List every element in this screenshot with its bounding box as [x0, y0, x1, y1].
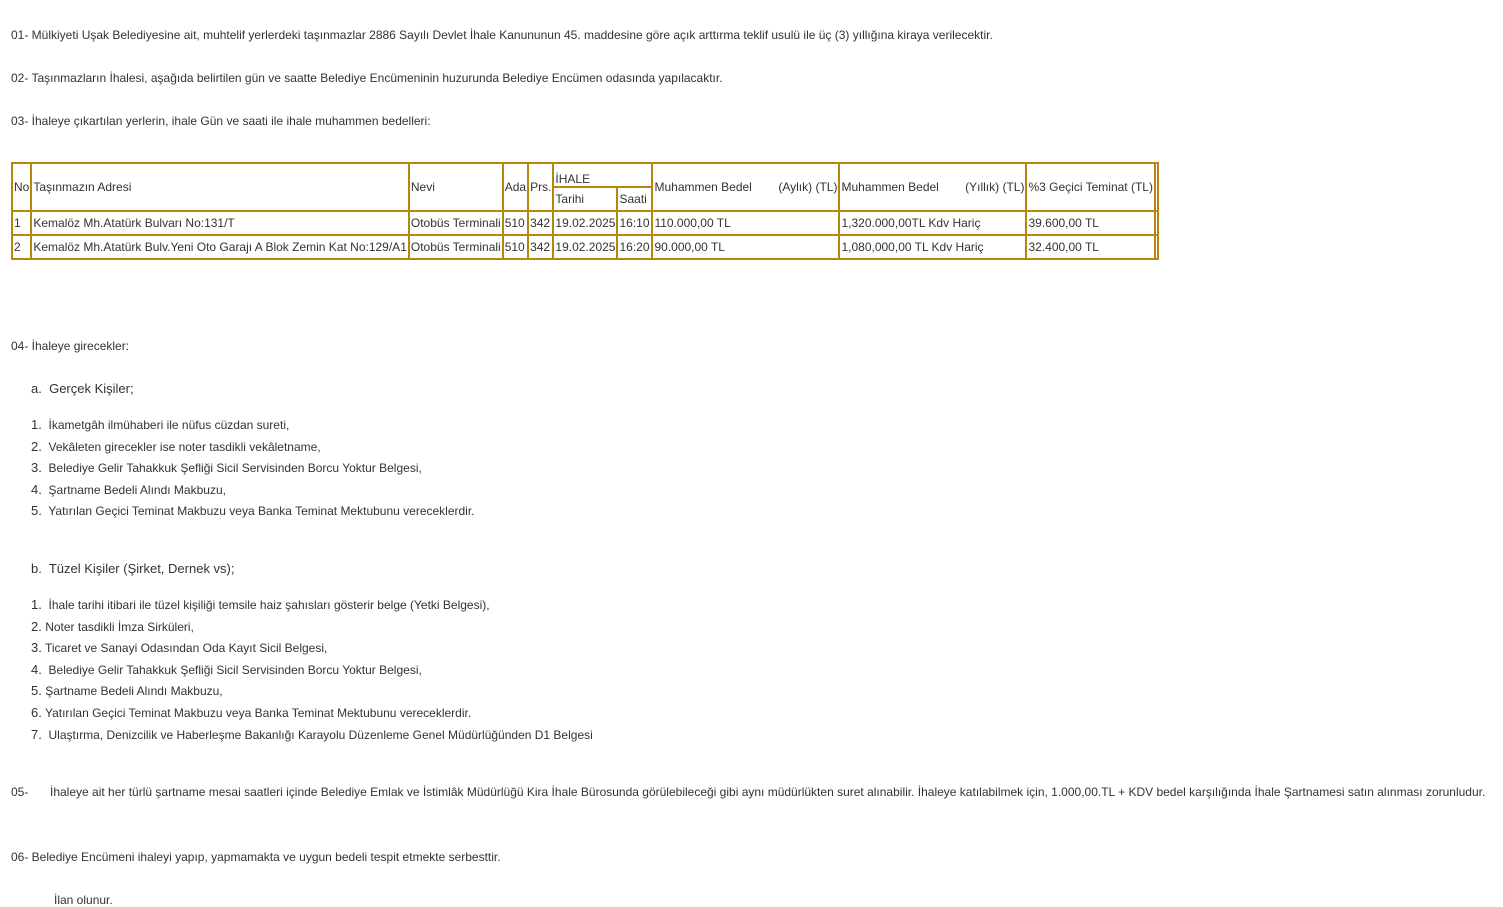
section-b-letter: b. [31, 561, 42, 576]
table-edge-cell [1155, 163, 1158, 211]
section-a-label: Gerçek Kişiler; [49, 381, 134, 396]
paragraph-05-text: İhaleye ait her türlü şartname mesai saatleri içinde Belediye Emlak ve İstimlâk Müdürlüğü Kira İhale Bürosunda görülebileceği gibi aynı müdürlükten suret alınabilir. İhaleye katılabilmek için, 1.000,00.TL + KDV bedel karşılığında İhale Şartnamesi satın alınması zorunludur. [50, 785, 1486, 799]
table-header-row [12, 163, 1158, 187]
cell-address: Kemalöz Mh.Atatürk Bulv.Yeni Oto Garajı A Blok Zemin Kat No:129/A1 [31, 235, 409, 259]
header-nevi: Nevi [409, 163, 503, 211]
cell-time: 16:10 [617, 211, 652, 235]
cell-ada: 510 [503, 235, 528, 259]
table-row [12, 211, 1158, 235]
header-date: Tarihi [553, 187, 617, 211]
list-item: 1. İhale tarihi itibari ile tüzel kişiliği temsile haiz şahısları gösterir belge (Yetki Belgesi), [31, 597, 490, 612]
list-item: 2. Vekâleten girecekler ise noter tasdikli vekâletname, [31, 439, 321, 454]
header-address: Taşınmazın Adresi [31, 163, 409, 211]
cell-ada: 510 [503, 211, 528, 235]
header-yearly-label: Muhammen Bedel [841, 180, 939, 194]
list-item: 4. Belediye Gelir Tahakkuk Şefliği Sicil Servisinden Borcu Yoktur Belgesi, [31, 662, 422, 677]
list-item: 4. Şartname Bedeli Alındı Makbuzu, [31, 482, 226, 497]
cell-date: 19.02.2025 [553, 235, 617, 259]
cell-yearly: 1,080,000,00 TL Kdv Hariç [839, 235, 1026, 259]
header-monthly-label: Muhammen Bedel [654, 180, 752, 194]
header-monthly-value [652, 163, 839, 211]
header-yearly-value [839, 163, 1026, 211]
cell-prs: 342 [528, 235, 553, 259]
paragraph-06: 06- Belediye Encümeni ihaleyi yapıp, yapmamakta ve uygun bedeli tespit etmekte serbesttir. [11, 850, 501, 864]
cell-monthly: 110.000,00 TL [652, 211, 839, 235]
section-a-title [31, 381, 134, 396]
cell-yearly: 1,320.000,00TL Kdv Hariç [839, 211, 1026, 235]
header-time: Saati [617, 187, 652, 211]
list-item: 2. Noter tasdikli İmza Sirküleri, [31, 619, 194, 634]
cell-monthly: 90.000,00 TL [652, 235, 839, 259]
table-edge-cell [1155, 211, 1158, 235]
list-item: 3. Belediye Gelir Tahakkuk Şefliği Sicil Servisinden Borcu Yoktur Belgesi, [31, 460, 422, 475]
header-deposit: %3 Geçici Teminat (TL) [1026, 163, 1155, 211]
cell-deposit: 39.600,00 TL [1026, 211, 1155, 235]
cell-nevi: Otobüs Terminali [409, 211, 503, 235]
paragraph-02: 02- Taşınmazların İhalesi, aşağıda belirtilen gün ve saatte Belediye Encümeninin huzurunda Belediye Encümen odasında yapılacaktır. [11, 71, 723, 85]
cell-time: 16:20 [617, 235, 652, 259]
cell-date: 19.02.2025 [553, 211, 617, 235]
list-item: 1. İkametgâh ilmühaberi ile nüfus cüzdan sureti, [31, 417, 290, 432]
cell-no: 1 [12, 211, 31, 235]
list-item: 3. Ticaret ve Sanayi Odasından Oda Kayıt Sicil Belgesi, [31, 640, 328, 655]
list-item: 6. Yatırılan Geçici Teminat Makbuzu veya Banka Teminat Mektubunu vereceklerdir. [31, 705, 472, 720]
header-monthly-unit: (Aylık) (TL) [778, 180, 838, 194]
cell-nevi: Otobüs Terminali [409, 235, 503, 259]
header-prs: Prs. [528, 163, 553, 211]
section-b-title [31, 561, 235, 576]
paragraph-05-number: 05- [11, 785, 29, 799]
header-no: No [12, 163, 31, 211]
table-edge-cell [1155, 235, 1158, 259]
section-a-letter: a. [31, 381, 42, 396]
header-yearly-unit: (Yıllık) (TL) [965, 180, 1025, 194]
paragraph-03: 03- İhaleye çıkartılan yerlerin, ihale Gün ve saati ile ihale muhammen bedelleri: [11, 114, 431, 128]
list-item: 5. Şartname Bedeli Alındı Makbuzu, [31, 683, 223, 698]
paragraph-01: 01- Mülkiyeti Uşak Belediyesine ait, muhtelif yerlerdeki taşınmazlar 2886 Sayılı Devlet İhale Kanununun 45. maddesine göre açık arttırma teklif usulü ile üç (3) yıllığına kiraya verilecektir. [11, 28, 993, 42]
table-row [12, 235, 1158, 259]
cell-address: Kemalöz Mh.Atatürk Bulvarı No:131/T [31, 211, 409, 235]
header-ada: Ada [503, 163, 528, 211]
paragraph-04: 04- İhaleye girecekler: [11, 339, 130, 353]
cell-deposit: 32.400,00 TL [1026, 235, 1155, 259]
closing-line: İlan olunur. [54, 893, 113, 907]
cell-prs: 342 [528, 211, 553, 235]
cell-no: 2 [12, 235, 31, 259]
auction-table [11, 162, 1159, 260]
header-ihale: İHALE [553, 163, 652, 187]
list-item: 7. Ulaştırma, Denizcilik ve Haberleşme Bakanlığı Karayolu Düzenleme Genel Müdürlüğünden D1 Belgesi [31, 727, 593, 742]
list-item: 5. Yatırılan Geçici Teminat Makbuzu veya Banka Teminat Mektubunu vereceklerdir. [31, 503, 475, 518]
section-b-label: Tüzel Kişiler (Şirket, Dernek vs); [48, 561, 235, 576]
